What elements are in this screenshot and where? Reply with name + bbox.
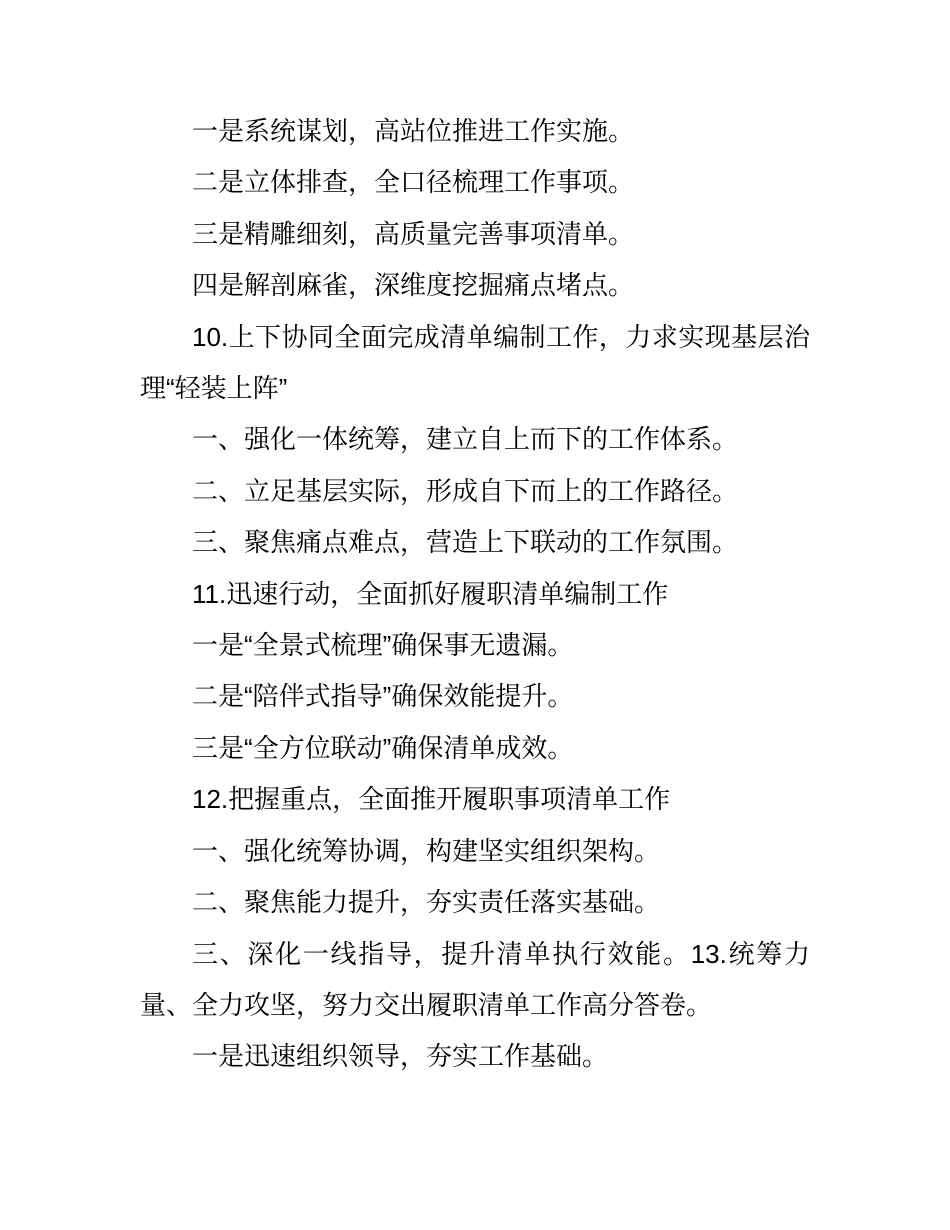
paragraph: 三、聚焦痛点难点，营造上下联动的工作氛围。: [192, 527, 739, 558]
paragraph-heading-13: 三、深化一线指导，提升清单执行效能。13.统筹力量、全力攻坚，努力交出履职清单工作高分答卷。: [140, 938, 810, 1020]
paragraph: 一、强化一体统筹，建立自上而下的工作体系。: [192, 424, 739, 455]
paragraph: 一是系统谋划，高站位推进工作实施。: [192, 116, 635, 146]
paragraph: 三是“全方位联动”确保清单成效。: [192, 732, 574, 763]
paragraph: 四是解剖麻雀，深维度挖掘痛点堵点。: [192, 270, 635, 301]
paragraph: 二、聚焦能力提升，夯实责任落实基础。: [192, 887, 661, 918]
paragraph-heading-11: 11.迅速行动，全面抓好履职清单编制工作: [192, 578, 669, 609]
paragraph: 一是迅速组织领导，夯实工作基础。: [192, 1041, 609, 1072]
paragraph: 二是立体排查，全口径梳理工作事项。: [192, 167, 635, 198]
paragraph: 三是精雕细刻，高质量完善事项清单。: [192, 218, 635, 249]
paragraph: 一是“全景式梳理”确保事无遗漏。: [192, 630, 574, 661]
paragraph-heading-10: 10.上下协同全面完成清单编制工作，力求实现基层治理“轻装上阵”: [140, 321, 810, 404]
paragraph: 二是“陪伴式指导”确保效能提升。: [192, 681, 574, 712]
paragraph-heading-12: 12.把握重点，全面推开履职事项清单工作: [192, 784, 671, 815]
paragraph: 一、强化统筹协调，构建坚实组织架构。: [192, 835, 661, 866]
paragraph: 二、立足基层实际，形成自下而上的工作路径。: [192, 475, 739, 506]
